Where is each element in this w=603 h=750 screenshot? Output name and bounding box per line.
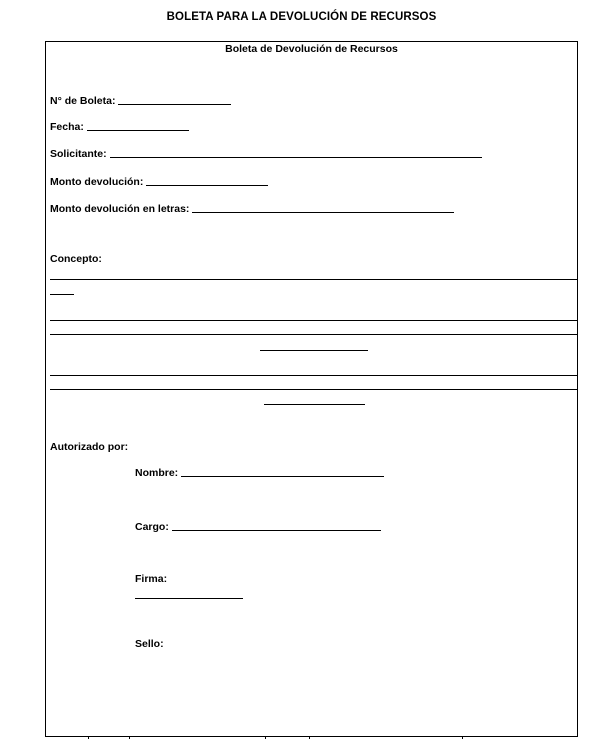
boleta-number-blank[interactable] (118, 103, 231, 105)
signature-label: Firma: (135, 573, 168, 585)
date-blank[interactable] (87, 129, 189, 131)
return-amount-words-field[interactable] (50, 203, 454, 215)
concept-line-5[interactable] (50, 389, 578, 390)
form-bottom-edge (45, 736, 578, 737)
form-title: Boleta de Devolución de Recursos (225, 43, 398, 55)
authorizer-position-blank[interactable] (172, 529, 381, 531)
concept-line-1[interactable] (50, 279, 578, 280)
return-amount-label: Monto devolución: (50, 176, 144, 188)
applicant-label: Solicitante: (50, 148, 107, 160)
return-amount-blank[interactable] (146, 184, 268, 186)
authorized-by-label: Autorizado por: (50, 441, 129, 453)
concept-label: Concepto: (50, 253, 102, 265)
authorizer-name-blank[interactable] (181, 475, 384, 477)
authorizer-name-label: Nombre: (135, 467, 179, 479)
concept-line-1-continuation[interactable] (50, 294, 74, 295)
applicant-blank[interactable] (110, 156, 482, 158)
concept-line-3-center[interactable] (260, 350, 368, 351)
authorizer-position-label: Cargo: (135, 521, 169, 533)
boleta-number-field[interactable] (50, 95, 231, 107)
concept-line-3[interactable] (50, 334, 578, 335)
concept-line-4[interactable] (50, 375, 578, 376)
signature-line[interactable] (135, 598, 243, 599)
date-field[interactable] (50, 121, 189, 133)
return-amount-words-label: Monto devolución en letras: (50, 203, 190, 215)
page-heading: BOLETA PARA LA DEVOLUCIÓN DE RECURSOS (166, 11, 437, 23)
concept-line-2[interactable] (50, 320, 578, 321)
return-amount-field[interactable] (50, 176, 268, 188)
authorizer-name-field[interactable] (135, 467, 384, 479)
applicant-field[interactable] (50, 148, 482, 160)
concept-line-5-center[interactable] (264, 404, 365, 405)
date-label: Fecha: (50, 121, 84, 133)
seal-label: Sello: (135, 638, 164, 650)
boleta-number-label: N° de Boleta: (50, 95, 116, 107)
authorizer-position-field[interactable] (135, 521, 381, 533)
return-amount-words-blank[interactable] (192, 211, 454, 213)
